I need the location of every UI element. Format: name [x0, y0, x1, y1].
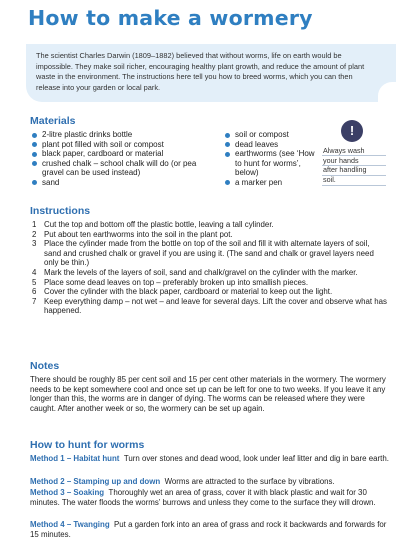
- intro-text: The scientist Charles Darwin (1809–1882) believed that without worms, life on earth would be impossible. They make soil richer, encouraging healthy plant growth, and reduce the amount of plant waste in the environment. The instructions here tell you how to breed worms, which you can then release into your garden or local park.: [36, 51, 365, 92]
- step-text: Cut the top and bottom off the plastic bottle, leaving a tall cylinder.: [44, 220, 274, 229]
- instruction-step: [32, 278, 387, 288]
- instruction-step: [32, 287, 387, 297]
- material-item: dead leaves: [225, 140, 315, 150]
- instruction-step: [32, 297, 387, 316]
- hunt-method: [30, 520, 390, 539]
- step-number: 6: [32, 287, 37, 297]
- material-item: sand: [32, 178, 212, 188]
- material-item: crushed chalk – school chalk will do (or pea gravel can be used instead): [32, 159, 212, 178]
- instructions-list: [32, 220, 387, 316]
- step-number: 7: [32, 296, 37, 306]
- hunt-method: [30, 488, 390, 507]
- materials-list-left: [32, 130, 212, 188]
- step-text: Put about ten earthworms into the soil in the plant pot.: [44, 229, 233, 239]
- material-item: earthworms (see ‘How to hunt for worms’, below): [225, 149, 315, 178]
- tip-line: soil.: [323, 174, 336, 184]
- page-title: How to make a wormery: [28, 6, 313, 30]
- notes-heading: Notes: [30, 360, 60, 372]
- material-item: plant pot filled with soil or compost: [32, 140, 212, 150]
- step-number: 2: [32, 229, 37, 239]
- instruction-step: [32, 220, 387, 230]
- material-item: a marker pen: [225, 178, 315, 188]
- tip-rule: [322, 155, 386, 156]
- instruction-step: [32, 239, 387, 268]
- tip-line: your hands: [323, 155, 359, 165]
- step-text: Keep everything damp – not wet – and leave for several days. Lift the cover and observe what has happened.: [44, 296, 388, 316]
- instruction-step: [32, 230, 387, 240]
- step-number: 5: [32, 277, 37, 287]
- step-text: Place the cylinder made from the bottle on top of the soil and fill it with alternate layers of soil, sand and crushed chalk or gravel if you are using it. (The sand and chalk or gravel layers need only be thin.): [44, 239, 374, 268]
- tip-rule: [322, 175, 386, 176]
- method-label: Method 4 – Twanging: [30, 520, 110, 529]
- hunt-method: [30, 477, 390, 487]
- method-label: Method 2 – Stamping up and down: [30, 477, 161, 486]
- exclamation-icon: !: [341, 120, 363, 142]
- method-text: Put a garden fork into an area of grass and rock it backwards and forwards for 15 minutes.: [30, 520, 387, 539]
- materials-heading: Materials: [30, 115, 76, 127]
- tip-line: Always wash: [323, 146, 365, 155]
- method-label: Method 1 – Habitat hunt: [30, 454, 120, 463]
- step-text: Mark the levels of the layers of soil, sand and chalk/gravel on the cylinder with the marker.: [44, 267, 358, 277]
- materials-list-right: [225, 130, 315, 188]
- step-number: 4: [32, 267, 37, 277]
- method-text: Worms are attracted to the surface by vibrations.: [164, 477, 335, 486]
- step-number: 3: [32, 239, 37, 249]
- material-item: black paper, cardboard or material: [32, 149, 212, 159]
- instruction-step: [32, 268, 387, 278]
- tip-line: after handling: [323, 165, 367, 175]
- safety-tip: [317, 120, 395, 194]
- material-item: soil or compost: [225, 130, 315, 140]
- hunt-method: [30, 454, 390, 464]
- step-text: Place some dead leaves on top – preferably broken up into smallish pieces.: [44, 277, 309, 287]
- notes-text: There should be roughly 85 per cent soil and 15 per cent other materials in the wormery. The wormery needs to be kept somewhere cool and once set up can be left for one to two weeks. If you leave it any longer than this, the worms are in danger of dying. The worms can be released where they were caught. After another week or so, the wormery can be set up again.: [30, 375, 386, 414]
- intro-box: [26, 44, 396, 102]
- material-item: 2-litre plastic drinks bottle: [32, 130, 212, 140]
- method-text: Turn over stones and dead wood, look under leaf litter and dig in bare earth.: [123, 454, 389, 463]
- intro-box-corner: [378, 82, 398, 104]
- instructions-heading: Instructions: [30, 205, 91, 217]
- hunt-heading: How to hunt for worms: [30, 439, 145, 451]
- method-text: Thoroughly wet an area of grass, cover it with black plastic and wait for 30 minutes. The water floods the worms’ burrows and unless they come to the surface they will drown.: [30, 488, 376, 507]
- step-text: Cover the cylinder with the black paper, cardboard or material to keep out the light.: [44, 287, 333, 297]
- step-number: 1: [32, 220, 37, 229]
- method-label: Method 3 – Soaking: [30, 488, 105, 497]
- tip-rule: [322, 185, 386, 186]
- tip-rule: [322, 165, 386, 166]
